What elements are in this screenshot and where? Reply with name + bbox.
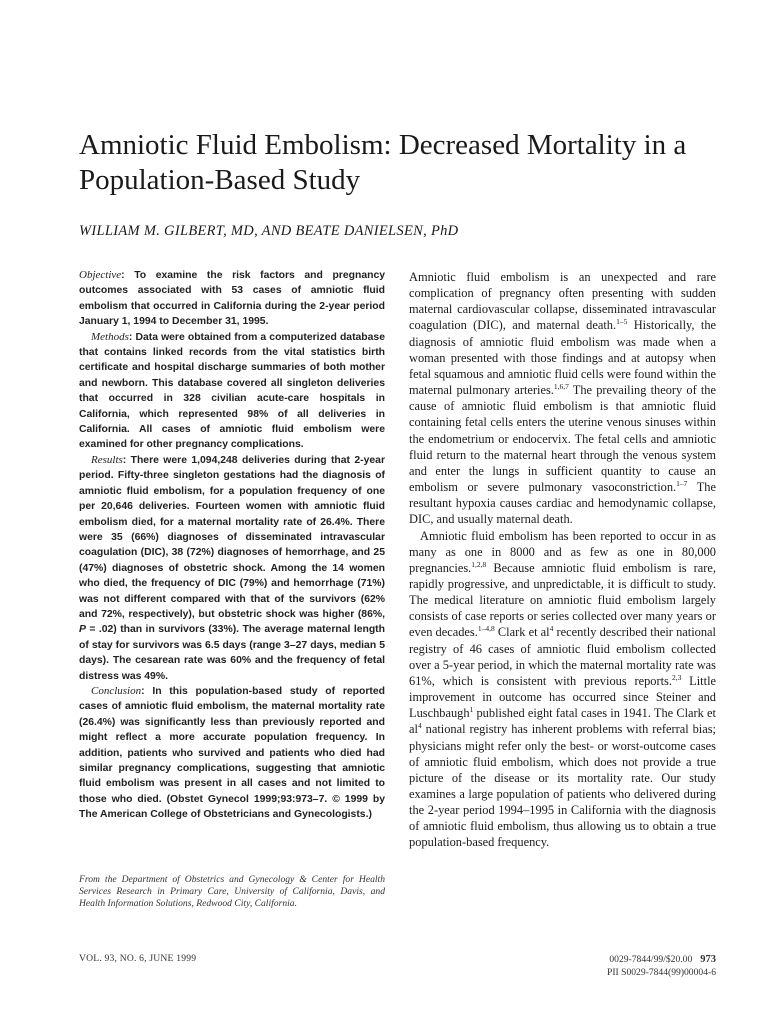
affiliation-note: From the Department of Obstetrics and Gynecology & Center for Health Services Research in Primary Care, University of California, Davis, and Health Information Solutions, Redwood City, California. [79,874,385,909]
abstract-conclusion [79,684,385,823]
results-p-value-symbol: P [79,624,86,636]
footer-right [607,953,716,979]
page-number: 973 [700,954,716,965]
citation-superscript: 1,6,7 [553,382,569,392]
citation-superscript: 1 [469,705,474,715]
conclusion-text: : In this population-based study of reported cases of amniotic fluid embolism, the maternal mortality rate (26.4%) was significantly less than previously reported and might reflect a more accurate population frequency. In addition, patients who survived and patients who died had similar pregnancy complications, suggesting that amniotic fluid embolism was present in all cases and not limited to those who died. (Obstet Gynecol 1999;93:973–7. © 1999 by The American College of Obstetricians and Gynecologists.) [79,685,385,821]
results-text-2: = .02) than in survivors (33%). The average maternal length of stay for survivors was 6.5 days (range 3–27 days, median 5 days). The cesarean rate was 60% and the frequency of fetal distress was 49%. [79,624,385,682]
body-paragraph-2 [409,528,716,851]
body-text-segment: recently described their national registry of 46 cases of amniotic fluid embolism collected over a 5-year period, in which the maternal mortality rate was 61%, which is consistent with previous reports. [409,625,716,688]
body-text-segment: national registry has inherent problems with referral bias; physicians might refer only the best- or worst-outcome cases of amniotic fluid embolism, which does not provide a true picture of the disease or its mortality rate. Our study examines a large population of patients who delivered during the 2-year period 1994–1995 in California with the diagnosis of amniotic fluid embolism, thus allowing us to obtain a true population-based frequency. [409,722,716,850]
abstract-methods [79,330,385,453]
author-line: WILLIAM M. GILBERT, MD, AND BEATE DANIELSEN, PhD [79,223,459,239]
journal-volume: VOL. 93, NO. 6, JUNE 1999 [79,953,197,964]
objective-label: Objective [79,269,122,281]
conclusion-label: Conclusion [91,684,142,697]
issn-line [607,953,716,966]
pii: PII S0029-7844(99)00004-6 [607,967,716,978]
citation-superscript: 1–4,8 [477,624,495,634]
methods-text: : Data were obtained from a computerized database that contains linked records from the vital statistics birth certificate and hospital discharge summaries of both mother and newborn. This database covered all singleton deliveries that occurred in 328 civilian acute-care hospitals in California, which represented 98% of all deliveries in California. All cases of amniotic fluid embolism were examined for other pregnancy complications. [79,331,385,451]
body-text [409,269,716,851]
body-text-segment: Historically, the diagnosis of amniotic fluid embolism was made when a woman presented with those findings and at autopsy when fetal squamous and amniotic fluid cells were found within the maternal pulmonary arteries. [409,318,717,398]
citation-superscript: 4 [417,721,422,731]
body-text-segment: Because amniotic fluid embolism is rare, rapidly progressive, and unpredictable, it is difficult to study. The medical literature on amniotic fluid embolism largely consists of case reports or series collected over many years or even decades. [409,560,716,640]
body-paragraph-1 [409,269,716,528]
citation-superscript: 4 [549,624,554,634]
objective-text: : To examine the risk factors and pregnancy outcomes associated with 53 cases of amniotic fluid embolism that occurred in California during the 2-year period January 1, 1994 to December 31, 1995. [79,270,385,328]
citation-superscript: 2,3 [671,672,682,682]
article-title: Amniotic Fluid Embolism: Decreased Mortality in a Population-Based Study [79,129,687,196]
abstract-results [79,453,385,684]
body-text-segment: Little improvement in outcome has occurred since Steiner and Luschbaugh [409,673,717,721]
body-text-segment: The prevailing theory of the cause of amniotic fluid embolism is that amniotic fluid containing fetal cells enters the uterine venous sinuses within the endometrium or endocervix. The fetal cells and amniotic fluid return to the maternal heart through the venous system and enter the lungs in sufficient quantity to cause an embolism or severe pulmonary vasoconstriction. [409,383,716,495]
body-text-segment: published eight fatal cases in 1941. The Clark et al [409,706,716,737]
results-label: Results [91,453,123,466]
body-text-segment: Clark et al [494,625,550,640]
methods-label: Methods [91,330,129,343]
results-text-1: : There were 1,094,248 deliveries during that 2-year period. Fifty-three singleton gestations had the diagnosis of amniotic fluid embolism, for a population frequency of one per 20,646 deliveries. Fourteen women with amniotic fluid embolism died, for a maternal mortality rate of 26.4%. There were 35 (66%) diagnoses of disseminated intravascular coagulation (DIC), 38 (72%) diagnoses of hemorrhage, and 25 (47%) diagnoses of obstetric shock. Among the 14 women who died, the frequency of DIC (79%) and hemorrhage (71%) was not different compared with that of the survivors (62% and 72%, respectively), but obstetric shock was higher (86%, [79,454,385,620]
abstract [79,268,385,823]
body-text-segment: Amniotic fluid embolism has been reported to occur in as many as one in 8000 and as few as one in 80,000 pregnancies. [409,528,716,575]
citation-superscript: 1–7 [676,479,688,489]
citation-superscript: 1,2,8 [471,559,487,569]
body-text-segment: Amniotic fluid embolism is an unexpected and rare complication of pregnancy often presenting with sudden maternal cardiovascular collapse, disseminated intravascular coagulation (DIC), and maternal death. [409,270,716,333]
body-text-segment: The resultant hypoxia causes cardiac and hemodynamic collapse, DIC, and usually maternal death. [409,480,717,527]
citation-superscript: 1–5 [616,317,628,327]
abstract-objective [79,268,385,330]
issn: 0029-7844/99/$20.00 [609,954,693,965]
